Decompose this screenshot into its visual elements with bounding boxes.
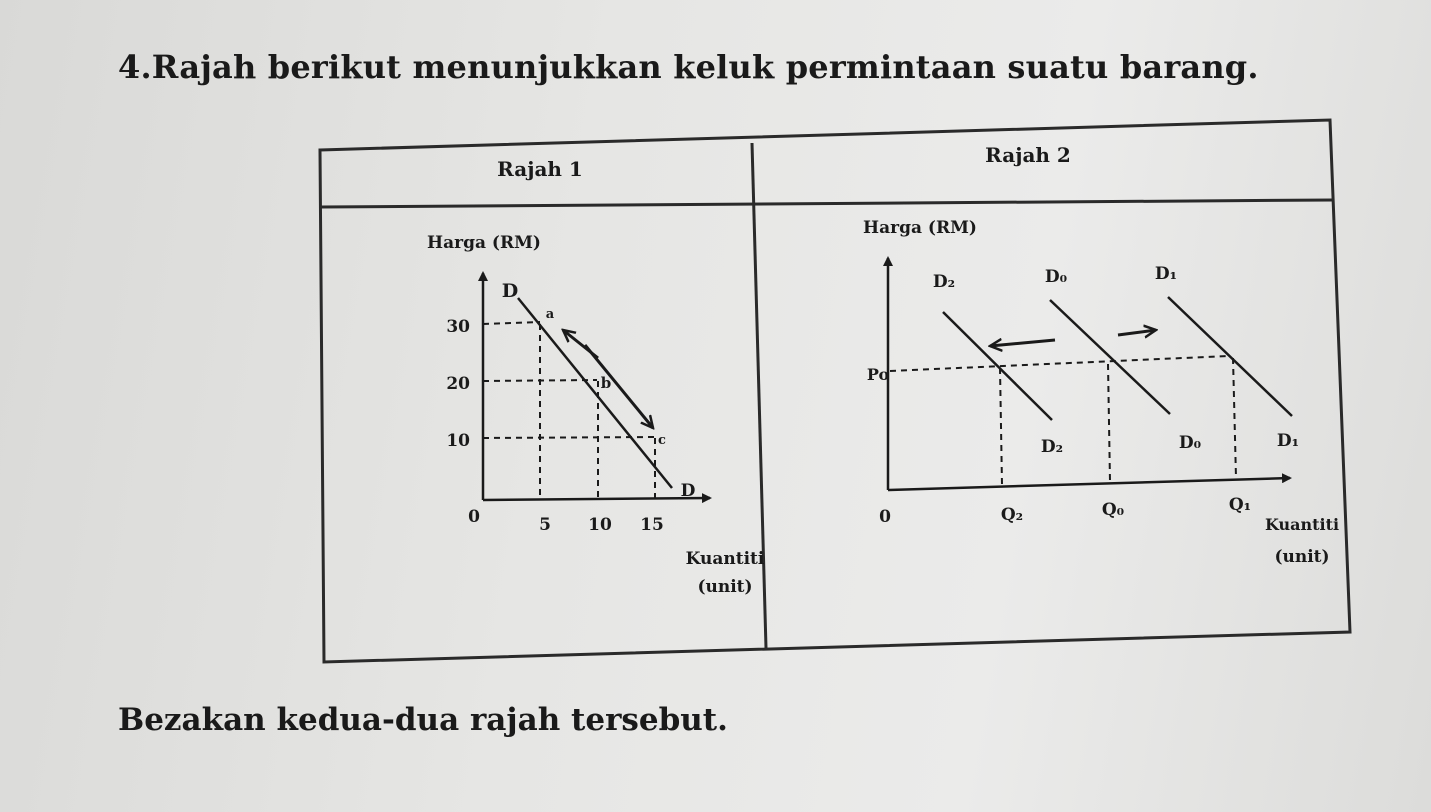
rajah-2-quantity-label-q2: Q₂ [1000,505,1024,525]
rajah-1-x-tick: 15 [640,515,664,535]
rajah-1-y-tick: 20 [446,374,470,394]
rajah-2-quantity-label-q0: Q₀ [1101,500,1125,520]
rajah-2-shift-left-arrow [990,340,1055,346]
table-frame [320,120,1350,662]
rajah-2-title: Rajah 2 [985,143,1071,167]
rajah-2-price-label: Po [866,365,890,384]
rajah-1-title: Rajah 1 [497,157,583,181]
rajah-2-curve-label-top-d2: D₂ [932,272,956,292]
rajah-1-demand-curve [518,298,672,488]
rajah-1-y-axis-label: Harga (RM) [427,233,541,253]
rajah-2-curve-label-bottom-d0: D₀ [1178,433,1202,453]
rajah-2-demand-d1 [1168,297,1292,416]
rajah-2-curve-label-bottom-d2: D₂ [1040,437,1064,457]
footer-instruction: Bezakan kedua-dua rajah tersebut. [118,702,728,738]
rajah-1-point-label-b: b [600,374,612,392]
rajah-2-price-line [890,356,1228,371]
rajah-1-x-tick: 10 [588,515,612,535]
rajah-1-y-tick: 30 [446,317,470,337]
rajah-2-curve-label-bottom-d1: D₁ [1276,431,1300,451]
question-text: 4.Rajah berikut menunjukkan keluk permintaan suatu barang. [118,48,1259,86]
rajah-1-y-tick: 10 [446,431,470,451]
rajah-2-demand-d0 [1050,300,1170,414]
rajah-2-y-axis-label: Harga (RM) [863,218,977,238]
rajah-1-arrow-up [563,330,598,358]
rajah-1-curve-label-bottom: D [680,481,696,501]
rajah-1-curve-label-top: D [501,280,519,302]
rajah-1-point-label-c: c [658,433,666,448]
rajah-2-x-axis [888,478,1290,490]
rajah-2 [863,143,1339,567]
rajah-1 [427,157,765,597]
rajah-2-shift-right-arrow [1118,330,1156,335]
rajah-1-x-tick: 5 [539,515,551,535]
rajah-1-x-axis-unit: (unit) [697,577,753,597]
rajah-2-origin: 0 [879,507,891,527]
rajah-1-origin: 0 [468,507,480,527]
rajah-2-curve-label-top-d1: D₁ [1154,264,1178,284]
rajah-2-demand-d2 [943,312,1052,420]
rajah-2-quantity-label-q1: Q₁ [1228,495,1252,515]
rajah-2-quantity-guides [1000,358,1236,485]
rajah-2-curve-label-top-d0: D₀ [1044,267,1068,287]
rajah-1-guides [483,322,655,500]
rajah-2-x-axis-unit: (unit) [1274,547,1330,567]
rajah-2-x-axis-label: Kuantiti [1264,515,1340,534]
rajah-1-x-axis-label: Kuantiti [685,549,765,569]
rajah-1-point-label-a: a [545,307,555,322]
rajah-1-x-axis [483,498,710,500]
